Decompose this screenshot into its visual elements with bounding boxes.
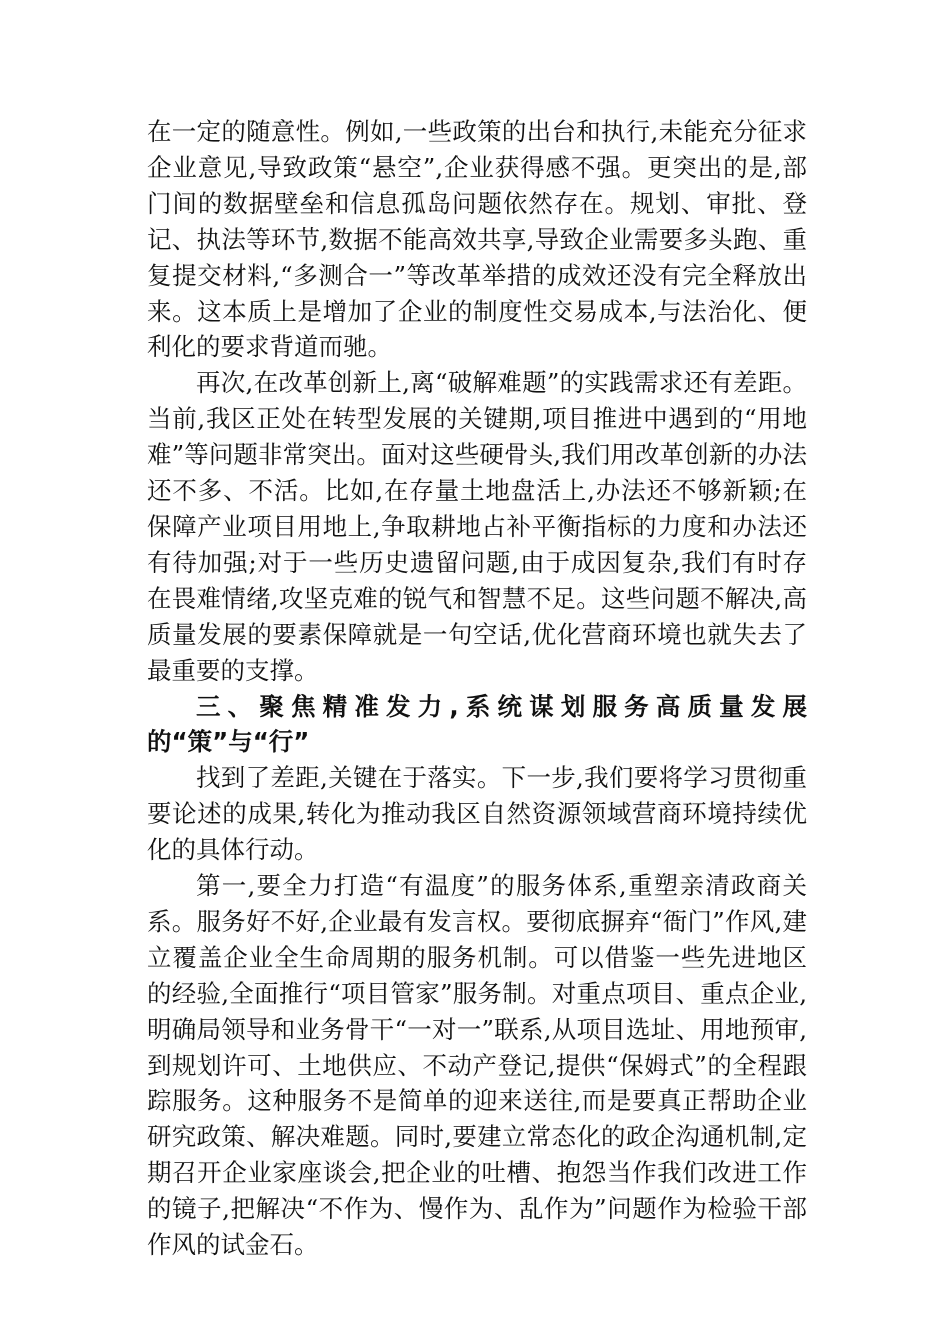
section-heading-3: 三、聚焦精准发力,系统谋划服务高质量发展的“策”与“行” bbox=[147, 691, 807, 757]
paragraph-continuation: 在一定的随意性。例如,一些政策的出台和执行,未能充分征求企业意见,导致政策“悬空”,企业获得感不强。更突出的是,部门间的数据壁垒和信息孤岛问题依然存在。规划、审批、登记、执法等环节,数据不能高效共享,导致企业需要多头跑、重复提交材料,“多测合一”等改革举措的成效还没有完全释放出来。这本质上是增加了企业的制度性交易成本,与法治化、便利化的要求背道而驰。 bbox=[147, 117, 807, 362]
paragraph-service-system: 第一,要全力打造“有温度”的服务体系,重塑亲清政商关系。服务好不好,企业最有发言权。要彻底摒弃“衙门”作风,建立覆盖企业全生命周期的服务机制。可以借鉴一些先进地区的经验,全面推行“项目管家”服务制。对重点项目、重点企业,明确局领导和业务骨干“一对一”联系,从项目选址、用地预审,到规划许可、土地供应、不动产登记,提供“保姆式”的全程跟踪服务。这种服务不是简单的迎来送往,而是要真正帮助企业研究政策、解决难题。同时,要建立常态化的政企沟通机制,定期召开企业家座谈会,把企业的吐槽、抱怨当作我们改进工作的镜子,把解决“不作为、慢作为、乱作为”问题作为检验干部作风的试金石。 bbox=[147, 871, 807, 1260]
paragraph-reform-innovation: 再次,在改革创新上,离“破解难题”的实践需求还有差距。当前,我区正处在转型发展的关键期,项目推进中遇到的“用地难”等问题非常突出。面对这些硬骨头,我们用改革创新的办法还不多、不活。比如,在存量土地盘活上,办法还不够新颖;在保障产业项目用地上,争取耕地占补平衡指标的力度和办法还有待加强;对于一些历史遗留问题,由于成因复杂,我们有时存在畏难情绪,攻坚克难的锐气和智慧不足。这些问题不解决,高质量发展的要素保障就是一句空话,优化营商环境也就失去了最重要的支撑。 bbox=[147, 368, 807, 685]
paragraph-implementation: 找到了差距,关键在于落实。下一步,我们要将学习贯彻重要论述的成果,转化为推动我区自然资源领域营商环境持续优化的具体行动。 bbox=[147, 763, 807, 865]
document-page bbox=[147, 114, 807, 1263]
